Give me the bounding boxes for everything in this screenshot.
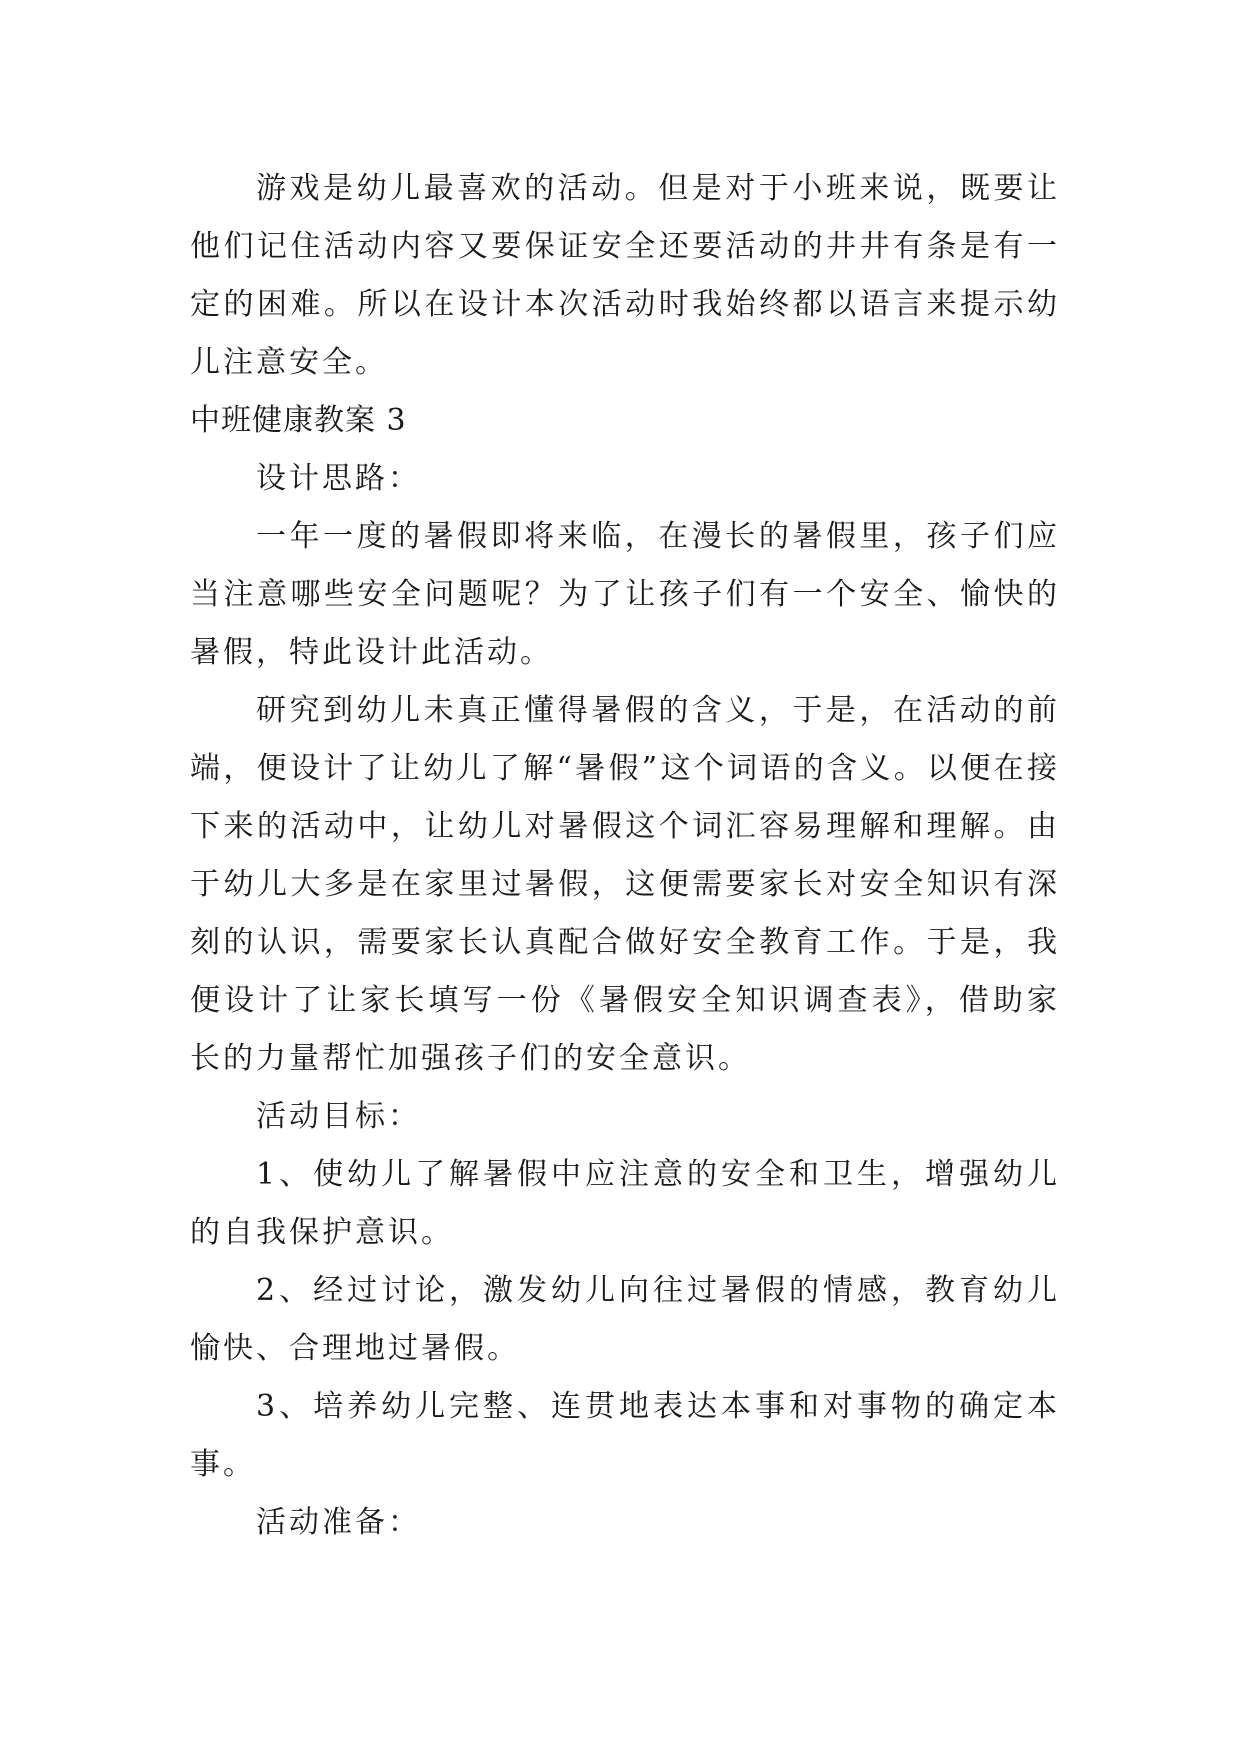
paragraph-goal-1: 1、使幼儿了解暑假中应注意的安全和卫生，增强幼儿的自我保护意识。 (190, 1157, 1060, 1250)
section-title: 中班健康教案 3 (190, 403, 407, 438)
paragraph-design-idea-label: 设计思路： (256, 461, 421, 496)
paragraph-goal-2: 2、经过讨论，激发幼儿向往过暑假的情感，教育幼儿愉快、合理地过暑假。 (190, 1273, 1060, 1366)
paragraph-preparation-label: 活动准备： (256, 1505, 421, 1540)
paragraph-design-idea-1: 一年一度的暑假即将来临，在漫长的暑假里，孩子们应当注意哪些安全问题呢？为了让孩子们有一个安全、愉快的暑假，特此设计此活动。 (190, 519, 1060, 670)
paragraph-goals-label: 活动目标： (256, 1099, 421, 1134)
paragraph-goal-3: 3、培养幼儿完整、连贯地表达本事和对事物的确定本事。 (190, 1389, 1060, 1482)
paragraph-intro-reflection: 游戏是幼儿最喜欢的活动。但是对于小班来说，既要让他们记住活动内容又要保证安全还要活动的井井有条是有一定的困难。所以在设计本次活动时我始终都以语言来提示幼儿注意安全。 (190, 171, 1060, 380)
paragraph-design-idea-2: 研究到幼儿未真正懂得暑假的含义，于是，在活动的前端，便设计了让幼儿了解“暑假”这个词语的含义。以便在接下来的活动中，让幼儿对暑假这个词汇容易理解和理解。由于幼儿大多是在家里过暑假，这便需要家长对安全知识有深刻的认识，需要家长认真配合做好安全教育工作。于是，我便设计了让家长填写一份《暑假安全知识调查表》，借助家长的力量帮忙加强孩子们的安全意识。 (190, 693, 1060, 1076)
document-body (190, 160, 1060, 1552)
